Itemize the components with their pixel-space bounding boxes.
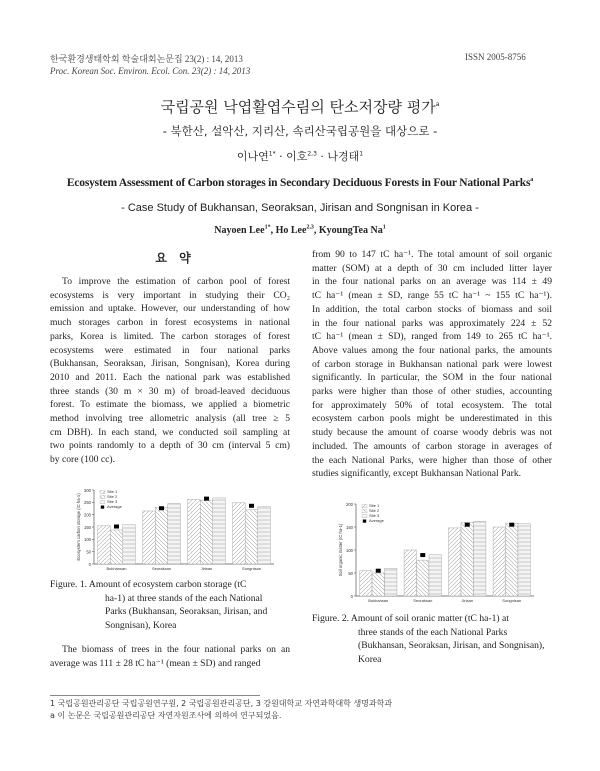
y-tick-label: 250 bbox=[84, 500, 91, 506]
figure1-caption-line: Figure. 1. Amount of ecosystem carbon storage (tC bbox=[50, 579, 247, 590]
text-line: tC ha⁻¹ (mean ± SD), ranged from 149 to 265 tC ha⁻¹. bbox=[312, 331, 552, 343]
bar bbox=[123, 525, 136, 564]
y-tick-label: 0 bbox=[88, 561, 91, 567]
issn: ISSN 2005-8756 bbox=[465, 52, 526, 62]
figure2-caption-line: Korea bbox=[358, 653, 382, 665]
y-tick-label: 200 bbox=[84, 512, 91, 518]
legend-swatch bbox=[363, 520, 366, 523]
text-line: for approximately 50% of total ecosystem. The total bbox=[312, 399, 552, 411]
abstract-right-column bbox=[312, 248, 552, 481]
legend-swatch bbox=[101, 506, 104, 509]
figure2-caption bbox=[312, 612, 552, 666]
average-marker bbox=[204, 497, 209, 501]
legend-label: Site 1 bbox=[369, 503, 380, 508]
text-line: much storages carbon in forest ecosystems in national bbox=[50, 317, 290, 329]
text-line: matter (SOM) at a depth of 30 cm included litter layer bbox=[312, 262, 552, 274]
bar bbox=[429, 555, 441, 596]
figure1-caption-line: Songnisan), Korea bbox=[105, 619, 177, 631]
x-tick-label: Songnisan bbox=[502, 598, 522, 603]
bar bbox=[417, 560, 429, 596]
text-line: in the four national parks was approximately 224 ± 52 bbox=[312, 317, 552, 329]
text-line: ecosystem carbon pools might be underestimated in this bbox=[312, 413, 552, 425]
text-line: average was 111 ± 28 tC ha⁻¹ (mean ± SD) and ranged bbox=[50, 657, 261, 669]
text-line: three stands (30 m × 30 m) of broad-leaved deciduous bbox=[50, 385, 290, 397]
bar bbox=[155, 507, 168, 564]
bar bbox=[461, 522, 473, 596]
text-line: by core (100 cc). bbox=[50, 454, 115, 466]
x-tick-label: Songnisan bbox=[242, 566, 261, 571]
y-tick-label: 100 bbox=[84, 537, 91, 543]
bar bbox=[449, 528, 461, 596]
footnote-funding: a 이 논문은 국립공원관리공단 자연자원조사에 의하여 연구되었음. bbox=[50, 711, 282, 720]
y-tick-label: 0 bbox=[350, 593, 353, 599]
bar bbox=[188, 499, 201, 564]
text-line: in the four national parks on an average was 114 ± 49 bbox=[312, 276, 552, 288]
text-line: included. The amounts of carbon storage in averages of bbox=[312, 440, 552, 452]
bar bbox=[233, 503, 246, 564]
average-marker bbox=[159, 506, 164, 510]
bar bbox=[473, 521, 485, 596]
y-axis-label: Ecosystem carbon storage (tC ha-1) bbox=[76, 493, 81, 561]
text-line: the each National Parks, were higher than those of other bbox=[312, 454, 552, 466]
average-marker bbox=[465, 523, 470, 527]
figure2-caption-line: (Bukhansan, Seoraksan, Jirisan, and Songnisan), bbox=[358, 640, 545, 651]
text-line: significantly. In particular, the SOM in the four national bbox=[312, 372, 552, 384]
text-line: study because the amount of coarse woody debris was not bbox=[312, 427, 552, 439]
legend-label: Site 3 bbox=[107, 499, 118, 504]
text-line: studies significantly, except Bukhansan National Park. bbox=[312, 468, 522, 480]
text-line: from 90 to 147 tC ha⁻¹. The total amount of soil organic bbox=[312, 249, 552, 260]
title-korean: 국립공원 낙엽활엽수림의 탄소저장량 평가$^a$ bbox=[160, 98, 440, 116]
bar bbox=[360, 571, 372, 596]
bar bbox=[506, 523, 518, 596]
subtitle-english: - Case Study of Bukhansan, Seoraksan, Jirisan and Songnisan in Korea - bbox=[121, 202, 479, 214]
text-line: (Bukhansan, Seoraksan, Jirisan, Songnisan), Korea during bbox=[50, 358, 290, 370]
text-line: The biomass of trees in the four national parks on an bbox=[62, 644, 290, 655]
legend-label: Site 2 bbox=[369, 508, 380, 513]
text-line: of carbon storage in Bukhansan national park were lowest bbox=[312, 358, 552, 370]
x-tick-label: Seoraksan bbox=[151, 566, 172, 571]
figure1-caption-line: ha-1) at three stands of the each National bbox=[105, 592, 263, 604]
bar bbox=[518, 524, 530, 596]
abstract-heading: 요 약 bbox=[155, 251, 195, 265]
bar bbox=[404, 550, 416, 596]
title-english: Ecosystem Assessment of Carbon storages in Secondary Deciduous Forests in Four National Parks$^a$ bbox=[66, 177, 534, 189]
text-line: In addition, the total carbon stocks of biomass and soil bbox=[312, 303, 552, 315]
average-marker bbox=[509, 523, 514, 527]
para1-lines bbox=[50, 275, 290, 467]
footnote-rule bbox=[50, 695, 260, 696]
text-line: two points randomly to a depth of 30 cm (interval 5 cm) bbox=[50, 440, 290, 452]
x-tick-label: Bukhansan bbox=[368, 598, 389, 603]
abstract-left-para1 bbox=[50, 275, 290, 467]
bar bbox=[213, 498, 226, 564]
y-tick-label: 150 bbox=[84, 524, 91, 530]
x-tick-label: Jirisan bbox=[200, 566, 213, 571]
text-line: Above values among the four national parks, the amounts bbox=[312, 344, 552, 356]
text-line: method involving tree allometric analysis (all tree ≥ 5 bbox=[50, 413, 290, 425]
legend-swatch bbox=[100, 491, 105, 494]
legend-swatch bbox=[362, 510, 367, 513]
text-line: ecosystems is very important in studying their CO₂ bbox=[50, 289, 290, 301]
legend-label: Site 1 bbox=[107, 489, 118, 494]
legend-swatch bbox=[362, 505, 367, 508]
bar bbox=[372, 573, 384, 596]
bar bbox=[245, 510, 258, 564]
legend-swatch bbox=[100, 501, 105, 504]
figure2-caption-line: Figure. 2. Amount of soil oranic matter (tC ha-1) at bbox=[312, 613, 509, 624]
figure1-caption bbox=[50, 578, 290, 632]
y-tick-label: 200 bbox=[346, 501, 353, 507]
text-line: emission and uptake. However, our understanding of how bbox=[50, 303, 290, 315]
legend-label: Site 2 bbox=[107, 494, 118, 499]
legend-swatch bbox=[362, 515, 367, 518]
bar bbox=[143, 511, 156, 564]
subtitle-korean: - 북한산, 설악산, 지리산, 속리산국립공원을 대상으로 - bbox=[162, 124, 438, 138]
bar bbox=[493, 527, 505, 596]
legend-label: Site 3 bbox=[369, 513, 380, 518]
text-line: 2010 and 2011. Each the national park was established bbox=[50, 371, 290, 383]
average-marker bbox=[249, 504, 254, 508]
legend-label: Average bbox=[107, 504, 122, 509]
right-column-lines bbox=[312, 248, 552, 481]
authors-english: Nayoen Lee$^{1*}$, Ho Lee$^{2,3}$, KyoungTea Na$^1$ bbox=[214, 224, 386, 236]
average-marker bbox=[376, 569, 381, 573]
bar bbox=[110, 530, 123, 564]
y-tick-label: 50 bbox=[86, 549, 91, 555]
text-line: cm DBH). In each stand, we conducted soil sampling at bbox=[50, 426, 290, 438]
y-axis-label: Soil organic matter (tC ha-1) bbox=[338, 523, 343, 577]
abstract-left-para2 bbox=[50, 643, 290, 670]
journal-header-en: Proc. Korean Soc. Environ. Ecol. Con. 23(2) : 14, 2013 bbox=[50, 66, 251, 76]
y-tick-label: 300 bbox=[84, 487, 91, 493]
figure1-chart bbox=[70, 486, 280, 576]
text-line: parks were higher than those of other studies, accounting bbox=[312, 386, 552, 398]
text-line: parks, Korea is limited. The carbon storages of forest bbox=[50, 330, 290, 342]
average-marker bbox=[420, 553, 425, 557]
y-tick-label: 50 bbox=[348, 570, 353, 576]
journal-header-ko: 한국환경생태학회 학술대회논문집 23(2) : 14, 2013 bbox=[50, 54, 243, 64]
figure1-caption-line: Parks (Bukhansan, Seoraksan, Jirisan, and bbox=[105, 606, 268, 617]
para2-lines bbox=[50, 643, 290, 670]
x-tick-label: Seoraksan bbox=[413, 598, 433, 603]
average-marker bbox=[114, 525, 119, 529]
text-line: tC ha⁻¹ (mean ± SD, range 55 tC ha⁻¹ ~ 155 tC ha⁻¹). bbox=[312, 290, 552, 302]
text-line: forest. To estimate the biomass, we applied a biometric bbox=[50, 399, 290, 411]
text-line: To improve the estimation of carbon pool of forest bbox=[62, 276, 290, 287]
bar bbox=[168, 504, 181, 564]
x-tick-label: Bukhansan bbox=[106, 566, 127, 571]
figure2-chart bbox=[330, 500, 540, 608]
bar bbox=[98, 526, 111, 564]
bar bbox=[384, 568, 396, 596]
text-line: ecosystems were estimated in four national parks bbox=[50, 344, 290, 356]
authors-korean: 이나연$^{1*}$ · 이호$^{2,3}$ · 나경태$^1$ bbox=[236, 150, 364, 163]
legend-swatch bbox=[100, 496, 105, 499]
x-tick-label: Jirisan bbox=[461, 598, 474, 603]
footnotes bbox=[50, 698, 392, 722]
footnote-affiliations: 1 국립공원관리공단 국립공원연구원, 2 국립공원관리공단, 3 강원대학교 자연과학대학 생명과학과 bbox=[50, 699, 393, 708]
bar bbox=[258, 507, 271, 564]
figure2-caption-line: three stands of the each National Parks bbox=[358, 626, 508, 638]
legend-label: Average bbox=[369, 518, 384, 523]
y-tick-label: 100 bbox=[346, 547, 353, 553]
bar bbox=[200, 500, 213, 564]
y-tick-label: 150 bbox=[346, 524, 353, 530]
